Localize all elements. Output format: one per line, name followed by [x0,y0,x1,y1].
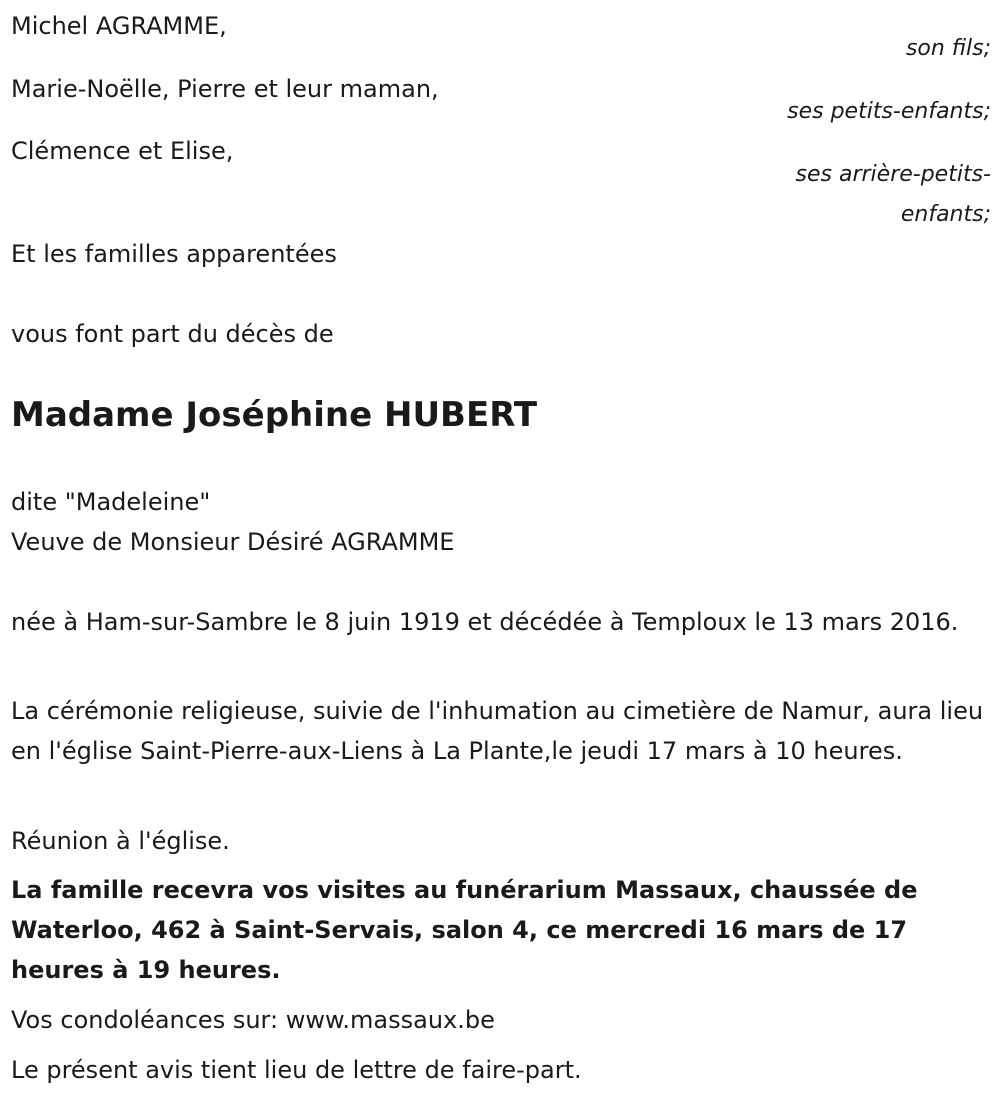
notice-text: Le présent avis tient lieu de lettre de faire-part. [11,1056,582,1084]
family-member-great-grandchildren: Clémence et Elise, [11,137,234,165]
deceased-name: Madame Joséphine HUBERT [11,395,538,435]
family-member-son: Michel AGRAMME, [11,12,227,40]
birth-death-text: née à Ham-sur-Sambre le 8 juin 1919 et décédée à Temploux le 13 mars 2016. [11,608,959,636]
related-families: Et les familles apparentées [11,240,337,268]
ceremony-text: La cérémonie religieuse, suivie de l'inhumation au cimetière de Namur, aura lieu en l'église Saint-Pierre-aux-Liens à La Plante,le jeudi 17 mars à 10 heures. [11,697,984,765]
deceased-widow-of: Veuve de Monsieur Désiré AGRAMME [11,528,455,556]
relation-grandchildren: ses petits-enfants; [787,99,991,124]
meeting-text: Réunion à l'église. [11,827,230,855]
visits-text: La famille recevra vos visites au funérarium Massaux, chaussée de Waterloo, 462 à Saint-Servais, salon 4, ce mercredi 16 mars de 17 heures à 19 heures. [11,876,918,984]
family-member-grandchildren: Marie-Noëlle, Pierre et leur maman, [11,75,439,103]
obituary-notice [11,0,991,1105]
announcement-text: vous font part du décès de [11,320,334,348]
relation-great-grandchildren-line2: enfants; [900,202,991,227]
relation-great-grandchildren-line1: ses arrière-petits- [795,162,991,187]
deceased-nickname: dite "Madeleine" [11,488,211,516]
condolences-text: Vos condoléances sur: www.massaux.be [11,1006,495,1034]
relation-son: son fils; [905,36,991,61]
